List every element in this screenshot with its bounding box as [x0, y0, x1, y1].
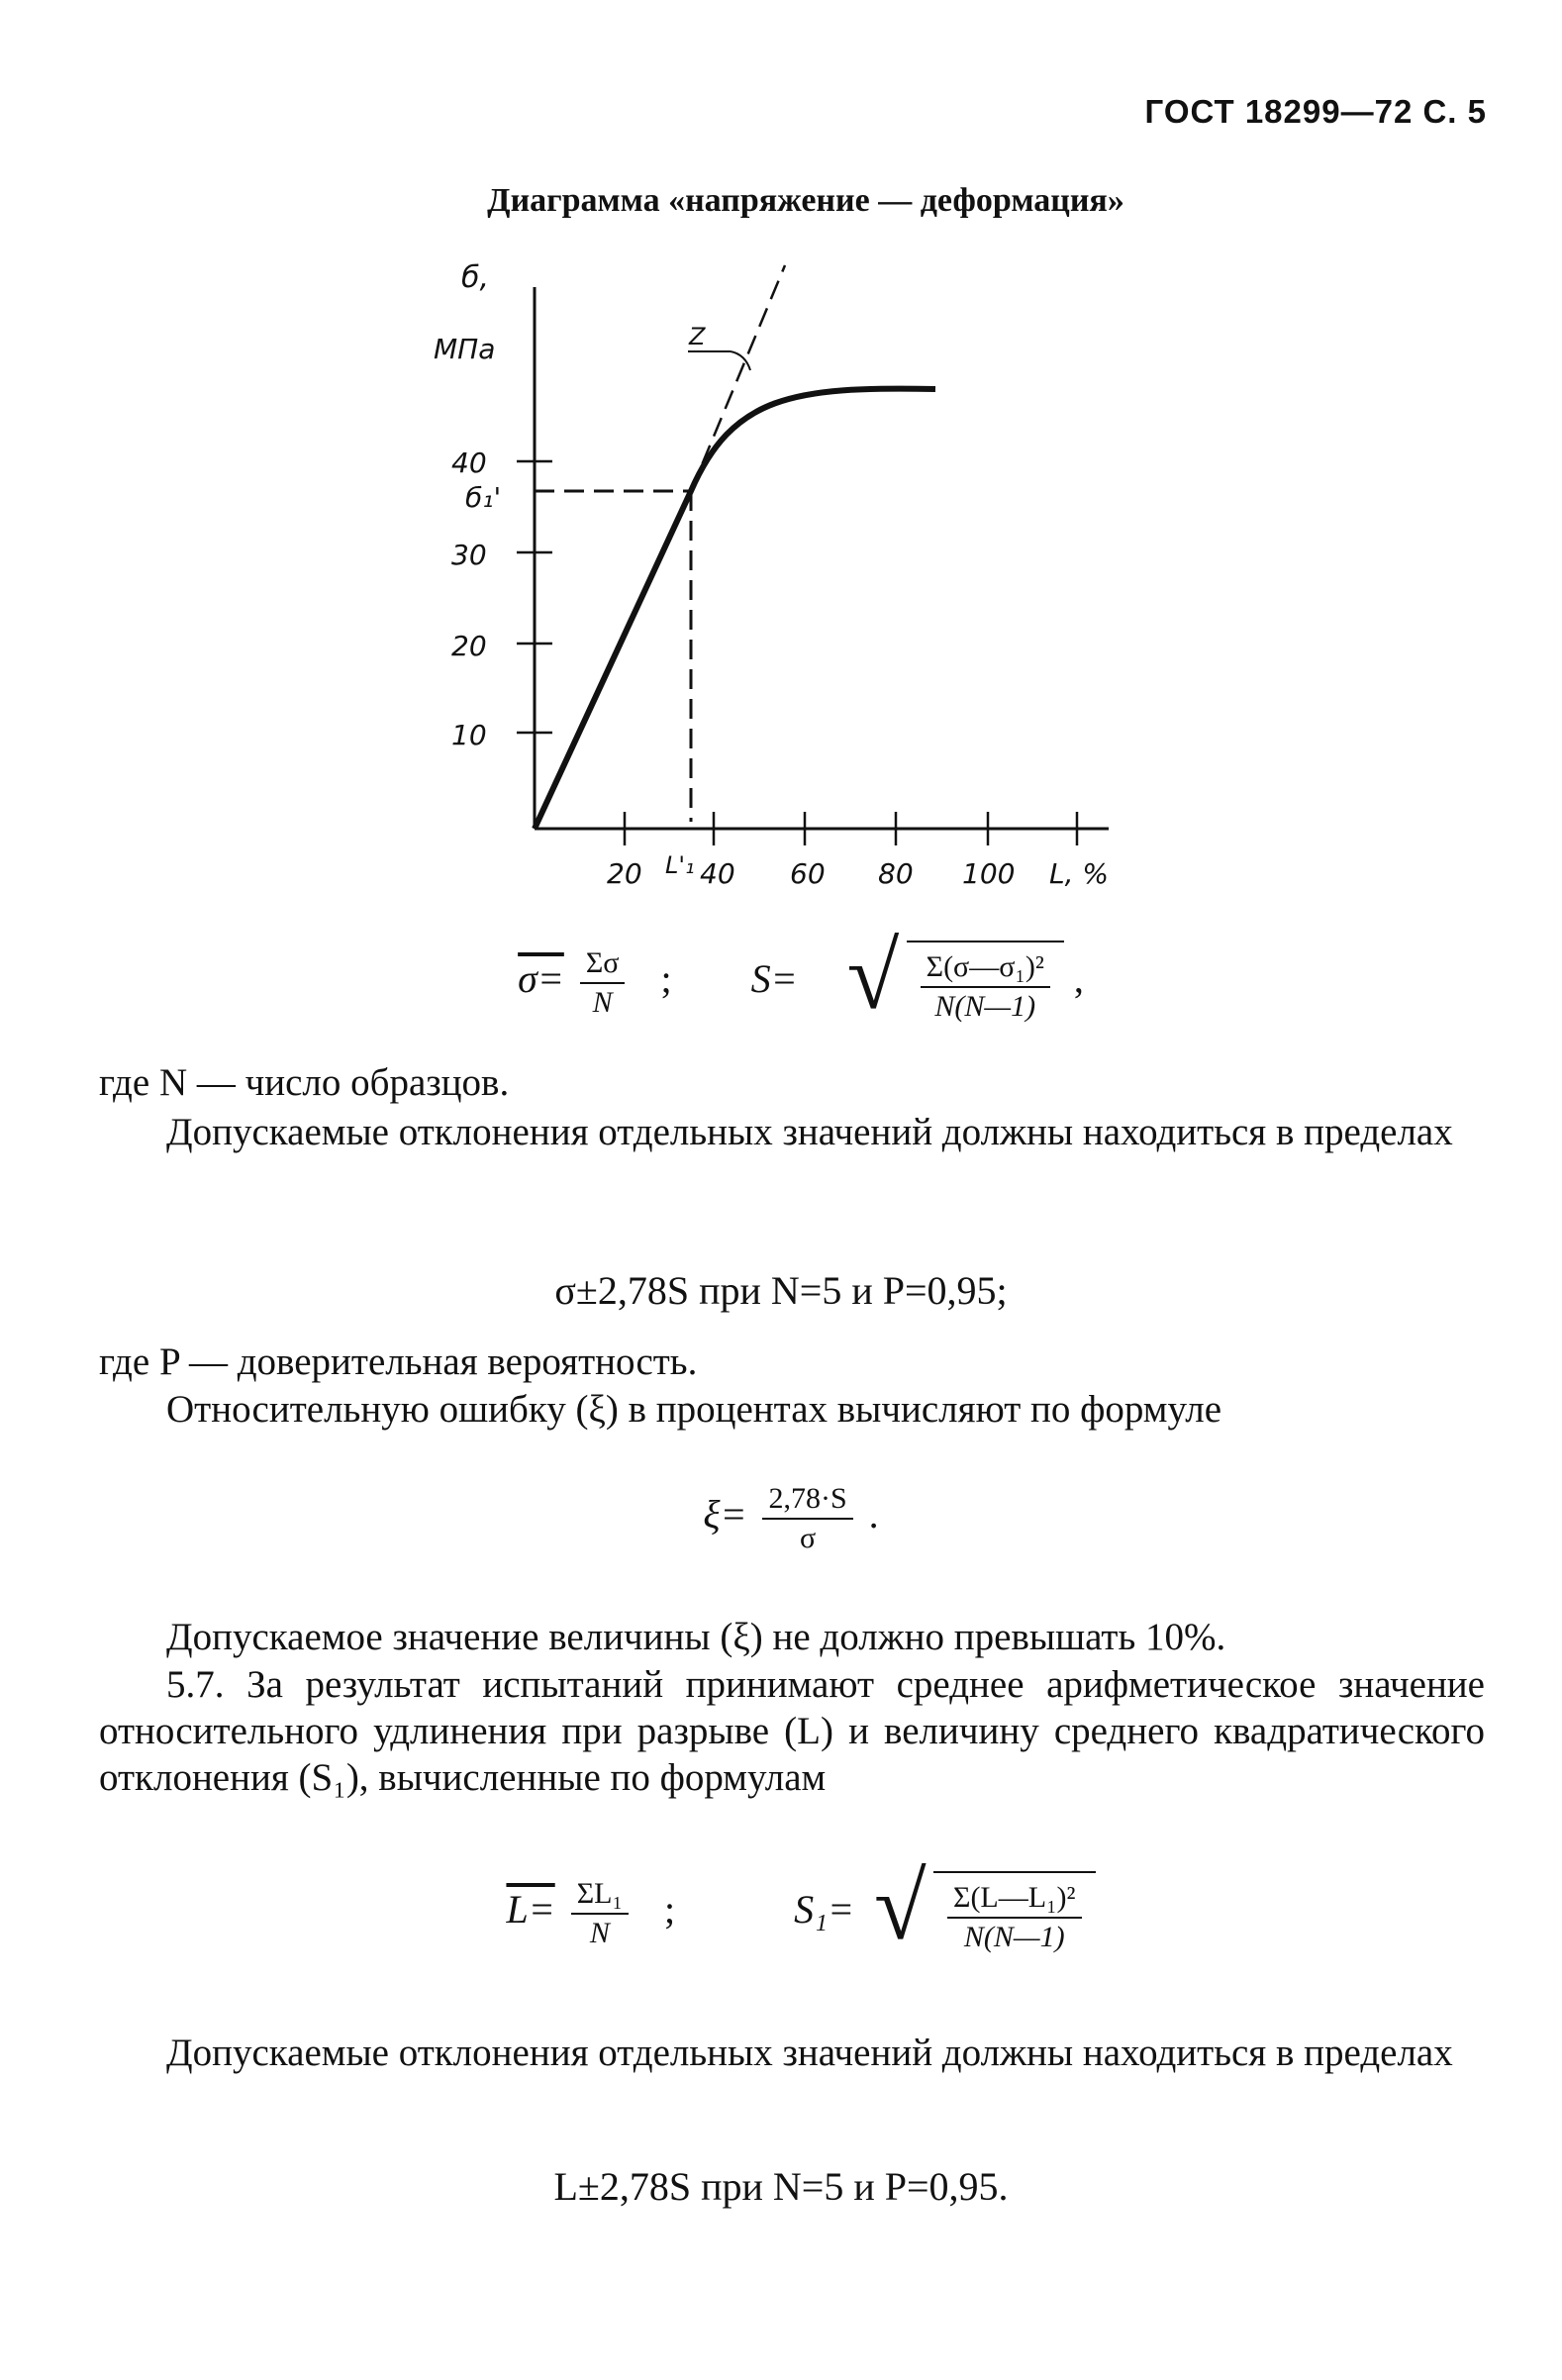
y-tick-label-10: 10 [451, 719, 487, 751]
xi-denominator: σ [799, 1522, 817, 1554]
range-formula-2: L±2,78S при N=5 и P=0,95. [553, 2164, 1009, 2209]
x-tick-label-60: 60 [790, 857, 826, 890]
formula-separator: ; [660, 956, 672, 1002]
s1-lhs: S₁= [794, 1887, 854, 1933]
y-tick-label-30: 30 [451, 539, 487, 571]
relative-error-text: Относительную ошибку (ξ) в процентах вычисляют по формуле [166, 1388, 1222, 1431]
mean-denominator: N [592, 986, 613, 1019]
where-n-text: где N — число образцов. [99, 1061, 510, 1104]
z-label-leader-curve [731, 351, 750, 370]
xi-tail: . [868, 1492, 879, 1537]
stress-strain-diagram [416, 248, 1168, 901]
formula-tail-comma: , [1073, 956, 1084, 1002]
mean-numerator: Σσ [580, 944, 626, 984]
sqrt-radical-icon: √ [846, 923, 900, 1029]
std-numerator: Σ(σ—σ₁)² [921, 948, 1050, 988]
mean-fraction [580, 944, 626, 1022]
range-formula-1: σ±2,78S при N=5 и P=0,95; [554, 1268, 1008, 1313]
sqrt-radical-icon: √ [873, 1853, 927, 1959]
s1-sqrt [873, 1853, 1096, 1959]
figure-title: Диаграмма «напряжение — деформация» [487, 182, 1124, 219]
deviations-text-1: Допускаемые отклонения отдельных значений должны находиться в пределах [166, 1111, 1453, 1153]
y-tick-label-20: 20 [451, 630, 487, 662]
y-tick-label-40: 40 [451, 446, 487, 479]
x-tick-label-100: 100 [962, 857, 1016, 890]
formula-mean-and-std [0, 923, 1562, 1029]
std-lhs: S= [750, 956, 798, 1002]
formula-l-and-s1 [0, 1853, 1562, 1959]
xi-fraction [762, 1480, 852, 1557]
x-tick-label-20: 20 [607, 857, 642, 890]
x-tick-label-40: 40 [700, 857, 735, 890]
stress-strain-curve [535, 389, 935, 829]
xi-lhs: ξ= [703, 1492, 747, 1537]
xi-numerator: 2,78·S [762, 1480, 852, 1520]
deviations-text-2: Допускаемые отклонения отдельных значений должны находиться в пределах [166, 2032, 1453, 2074]
l-numerator: ΣL₁ [571, 1875, 629, 1915]
x-axis-label: L, % [1049, 857, 1110, 890]
y-axis-unit: МПа [434, 333, 496, 365]
s1-denominator: N(N—1) [963, 1921, 1065, 1953]
std-denominator: N(N—1) [934, 990, 1036, 1023]
xi-limit-text: Допускаемое значение величины (ξ) не должно превышать 10%. [166, 1616, 1226, 1658]
std-sqrt [846, 923, 1064, 1029]
tangent-line-z [691, 265, 785, 491]
page-header: ГОСТ 18299—72 С. 5 [1144, 93, 1487, 130]
y-marker-label: б₁' [465, 481, 502, 514]
l-denominator: N [589, 1917, 610, 1949]
section-5-7-text: 5.7. За результат испытаний принимают среднее арифметическое значение относительного удлинения при разрыве (L) и величину среднего квадратического отклонения (S₁), вычисленные по формулам [99, 1663, 1485, 1799]
x-marker-label: L'₁ [665, 851, 695, 879]
formula2-separator: ; [663, 1887, 676, 1933]
s1-numerator: Σ(L—L₁)² [947, 1879, 1082, 1919]
l-fraction [571, 1875, 629, 1952]
std-fraction [921, 948, 1050, 1026]
line-z-label: Z [689, 323, 706, 350]
mean-lhs: σ= [518, 956, 564, 1002]
x-tick-label-80: 80 [878, 857, 914, 890]
xi-formula [0, 1480, 1562, 1557]
where-p-text: где P — доверительная вероятность. [99, 1340, 698, 1383]
s1-fraction [947, 1879, 1082, 1956]
l-lhs: L= [506, 1887, 555, 1933]
y-axis-symbol: б, [461, 260, 490, 295]
